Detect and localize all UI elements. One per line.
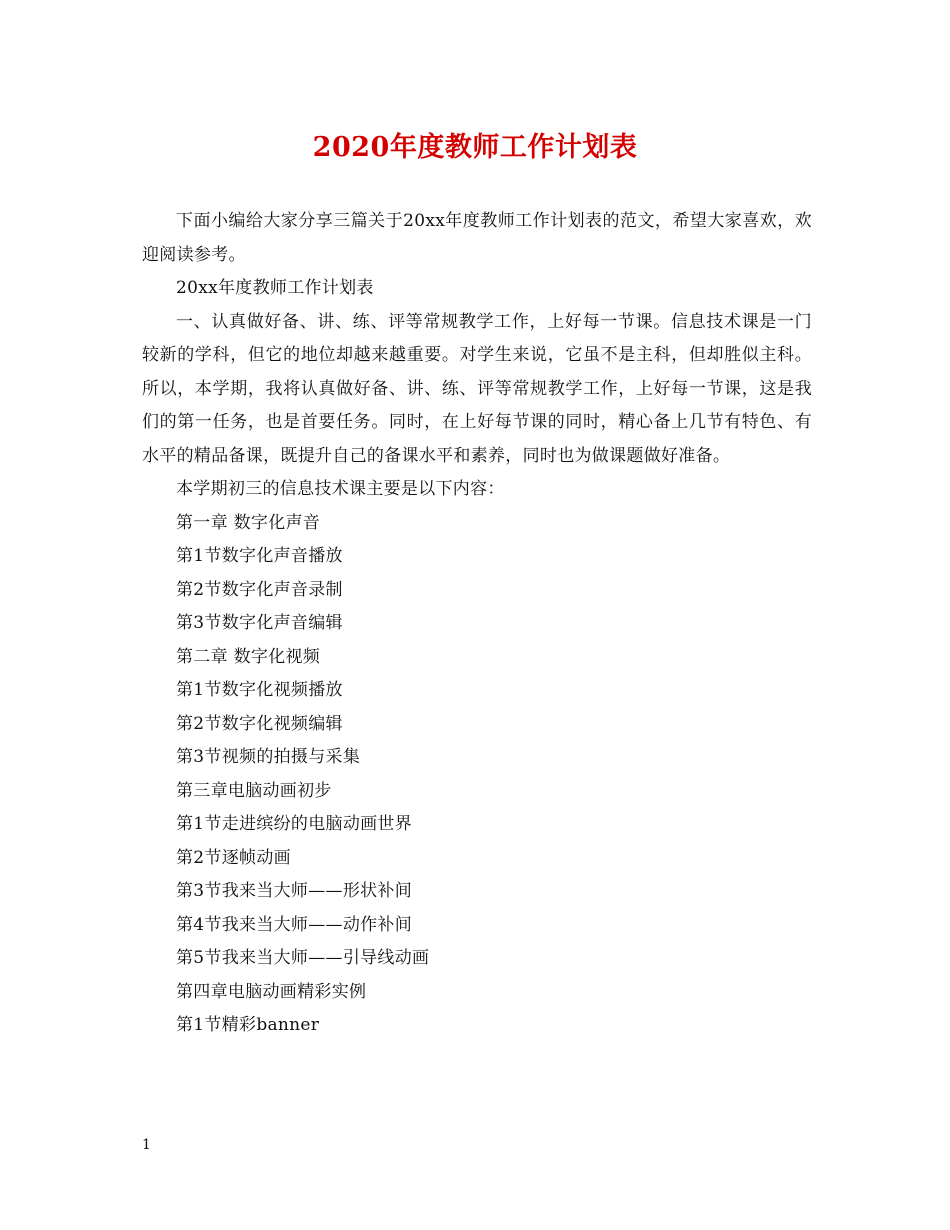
section-item: 第1节数字化视频播放 — [176, 680, 343, 700]
paragraph: 下面小编给大家分享三篇关于20xx年度教师工作计划表的范文，希望大家喜欢，欢迎阅读参考。 — [142, 211, 812, 265]
page-number: 1 — [142, 1137, 151, 1153]
chapter-heading: 第四章电脑动画精彩实例 — [176, 981, 367, 1002]
chapter-heading: 第一章 数字化声音 — [176, 512, 321, 533]
section-item: 第1节走进缤纷的电脑动画世界 — [176, 814, 413, 834]
document-title: 2020年度教师工作计划表 — [312, 132, 638, 163]
section-item: 第2节逐帧动画 — [176, 847, 291, 868]
section-item: 第3节我来当大师——形状补间 — [176, 881, 413, 901]
chapter-heading: 第二章 数字化视频 — [176, 646, 321, 667]
section-item: 第1节精彩banner — [176, 1015, 320, 1035]
section-item: 第2节数字化视频编辑 — [176, 713, 343, 734]
paragraph: 20xx年度教师工作计划表 — [176, 278, 374, 298]
section-item: 第5节我来当大师——引导线动画 — [176, 948, 430, 968]
paragraph: 本学期初三的信息技术课主要是以下内容： — [176, 479, 505, 499]
section-item: 第3节视频的拍摄与采集 — [176, 747, 361, 767]
paragraph: 一、认真做好备、讲、练、评等常规教学工作，上好每一节课。信息技术课是一门较新的学科，但它的地位却越来越重要。对学生来说，它虽不是主科，但却胜似主科。所以，本学期，我将认真做好备、讲、练、评等常规教学工作，上好每一节课，这是我们的第一任务，也是首要任务。同时，在上好每节课的同时，精心备上几节有特色、有水平的精品备课，既提升自己的备课水平和素养，同时也为做课题做好准备。 — [142, 311, 812, 466]
section-item: 第4节我来当大师——动作补间 — [176, 914, 413, 935]
section-item: 第2节数字化声音录制 — [176, 579, 343, 600]
chapter-heading: 第三章电脑动画初步 — [176, 780, 332, 801]
document-body — [142, 205, 812, 1043]
section-item: 第3节数字化声音编辑 — [176, 613, 343, 633]
section-item: 第1节数字化声音播放 — [176, 546, 343, 566]
